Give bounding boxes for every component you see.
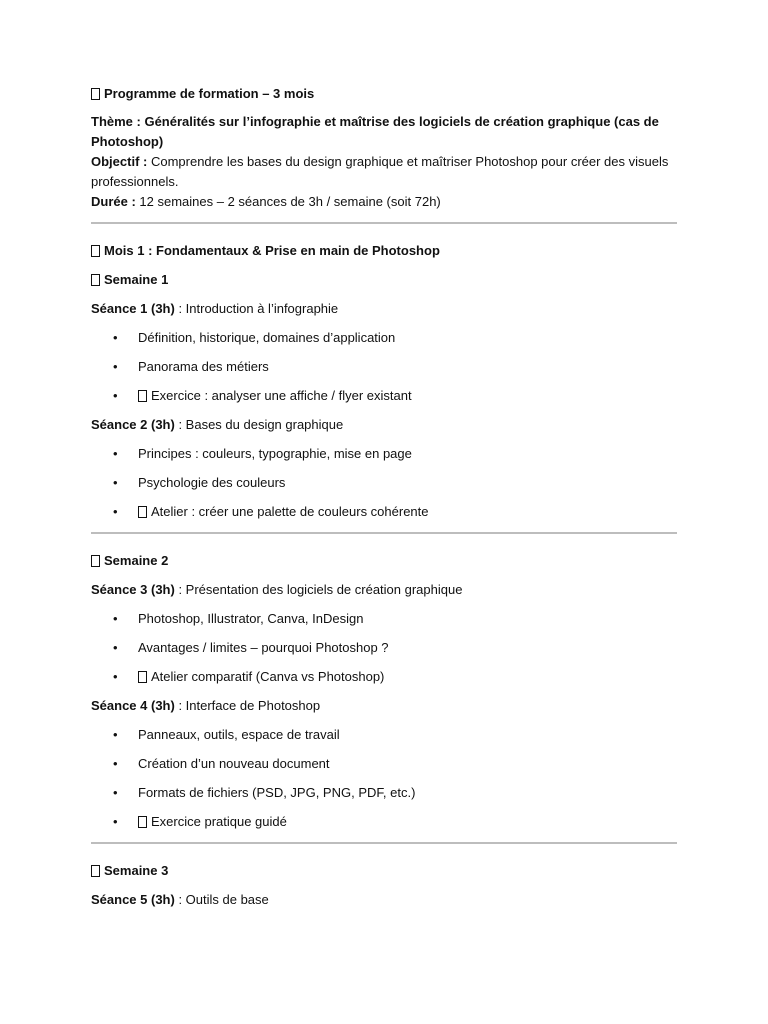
list-item: • Panneaux, outils, espace de travail [91,725,677,745]
session-5: Séance 5 (3h) : Outils de base [91,892,269,907]
divider [91,532,677,534]
theme-line: Thème : Généralités sur l’infographie et maîtrise des logiciels de création graphique (cas de Photoshop) [91,114,659,149]
duration-line: Durée : 12 semaines – 2 séances de 3h / semaine (soit 72h) [91,194,441,209]
list-item: • Panorama des métiers [91,357,677,377]
session-4: Séance 4 (3h) : Interface de Photoshop [91,698,321,713]
list-item: • Avantages / limites – pourquoi Photoshop ? [91,638,677,658]
week-2-title: Semaine 2 [91,551,677,571]
session-4-list [91,725,677,832]
list-item: • Photoshop, Illustrator, Canva, InDesign [91,609,677,629]
session-1-list [91,328,677,406]
session-2: Séance 2 (3h) : Bases du design graphique [91,417,344,432]
missing-glyph-icon [91,245,100,257]
list-item: • Psychologie des couleurs [91,473,677,493]
session-2-list [91,444,677,522]
list-item: • Principes : couleurs, typographie, mise en page [91,444,677,464]
missing-glyph-icon [91,865,100,877]
list-item: • Atelier : créer une palette de couleurs cohérente [91,502,677,522]
week-1-title: Semaine 1 [91,270,677,290]
session-3-list [91,609,677,687]
list-item: • Exercice pratique guidé [91,812,677,832]
list-item: • Formats de fichiers (PSD, JPG, PNG, PDF, etc.) [91,783,677,803]
session-3: Séance 3 (3h) : Présentation des logiciels de création graphique [91,582,463,597]
divider [91,222,677,224]
program-title: Programme de formation – 3 mois [91,84,677,104]
missing-glyph-icon [91,555,100,567]
missing-glyph-icon [138,671,147,683]
divider [91,842,677,844]
missing-glyph-icon [91,274,100,286]
missing-glyph-icon [138,816,147,828]
list-item: • Définition, historique, domaines d’application [91,328,677,348]
list-item: • Exercice : analyser une affiche / flyer existant [91,386,677,406]
missing-glyph-icon [138,390,147,402]
list-item: • Création d’un nouveau document [91,754,677,774]
list-item: • Atelier comparatif (Canva vs Photoshop) [91,667,677,687]
session-1: Séance 1 (3h) : Introduction à l’infographie [91,301,339,316]
missing-glyph-icon [91,88,100,100]
missing-glyph-icon [138,506,147,518]
week-3-title: Semaine 3 [91,861,677,881]
document-content [91,84,677,910]
month-1-title: Mois 1 : Fondamentaux & Prise en main de Photoshop [91,241,677,261]
objective-line: Objectif : Comprendre les bases du design graphique et maîtriser Photoshop pour créer des visuels professionnels. [91,154,669,189]
